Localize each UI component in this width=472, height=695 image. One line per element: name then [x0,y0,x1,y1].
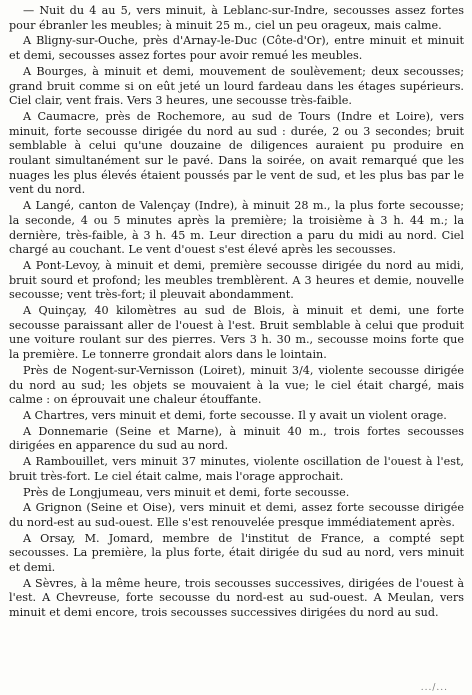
paragraph: Près de Longjumeau, vers minuit et demi, forte secousse. [23,485,350,499]
paragraph: A Bligny-sur-Ouche, près d'Arnay-le-Duc (Côte-d'Or), entre minuit et minuit et demi, secousses assez fortes pour avoir remué les meubles. [9,34,464,63]
paragraph: A Bourges, à minuit et demi, mouvement de soulèvement; deux secousses; grand bruit comme si on eût jeté un lourd fardeau dans les étages supérieurs. Ciel clair, vent frais. Vers 3 heures, une secousse très-faible. [9,64,464,108]
paragraph: A Orsay, M. Jomard, membre de l'institut de France, a compté sept secousses. La première, la plus forte, était dirigée du sud au nord, vers minuit et demi. [9,531,464,575]
paragraph: A Caumacre, près de Rochemore, au sud de Tours (Indre et Loire), vers minuit, forte secousse dirigée du nord au sud : durée, 2 ou 3 secondes; bruit semblable à celui qu'une douzaine de diligences auraient pu produire en roulant simultanément sur le pavé. Dans la soirée, on avait remarqué que les nuages les plus élevés étaient poussés par le vent de sud, et les plus bas par le vent du nord. [9,109,464,197]
paragraph: A Quinçay, 40 kilomètres au sud de Blois, à minuit et demi, une forte secousse paraissant aller de l'ouest à l'est. Bruit semblable à celui que produit une voiture roulant sur des pierres. Vers 3 h. 30 m., secousse moins forte que la première. Le tonnerre grondait alors dans le lointain. [9,304,464,362]
body-text [9,4,464,622]
paragraph: A Langé, canton de Valençay (Indre), à minuit 28 m., la plus forte secousse; la seconde, 4 ou 5 minutes après la première; la troisième à 3 h. 44 m.; la dernière, très-faible, à 3 h. 45 m. Leur direction a paru du midi au nord. Ciel chargé au couchant. Le vent d'ouest s'est élevé après les secousses. [9,199,464,257]
paragraph: Près de Nogent-sur-Vernisson (Loiret), minuit 3/4, violente secousse dirigée du nord au sud; les objets se mouvaient à la vue; le ciel était chargé, mais calme : on éprouvait une chaleur étouffante. [9,363,464,407]
paragraph: A Sèvres, à la même heure, trois secousses successives, dirigées de l'ouest à l'est. A Chevreuse, forte secousse du nord-est au sud-ouest. A Meulan, vers minuit et demi encore, trois secousses successives dirigées du nord au sud. [9,576,464,620]
paragraph: A Donnemarie (Seine et Marne), à minuit 40 m., trois fortes secousses dirigées en apparence du sud au nord. [9,424,464,453]
paragraph: A Grignon (Seine et Oise), vers minuit et demi, assez forte secousse dirigée du nord-est au sud-ouest. Elle s'est renouvelée presque immédiatement après. [9,501,464,529]
paragraph: A Chartres, vers minuit et demi, forte secousse. Il y avait un violent orage. [23,408,447,422]
paragraph: — Nuit du 4 au 5, vers minuit, à Leblanc-sur-Indre, secousses assez fortes pour ébranler les meubles; à minuit 25 m., ciel un peu orageux, mais calme. [9,4,464,32]
page-continuation-mark: .../... [420,683,448,693]
paragraph: A Rambouillet, vers minuit 37 minutes, violente oscillation de l'ouest à l'est, bruit très-fort. Le ciel était calme, mais l'orage approchait. [9,455,464,483]
paragraph: A Pont-Levoy, à minuit et demi, première secousse dirigée du nord au midi, bruit sourd et profond; les meubles tremblèrent. A 3 heures et demie, nouvelle secousse; vent très-fort; il pleuvait abondamment. [9,258,464,302]
